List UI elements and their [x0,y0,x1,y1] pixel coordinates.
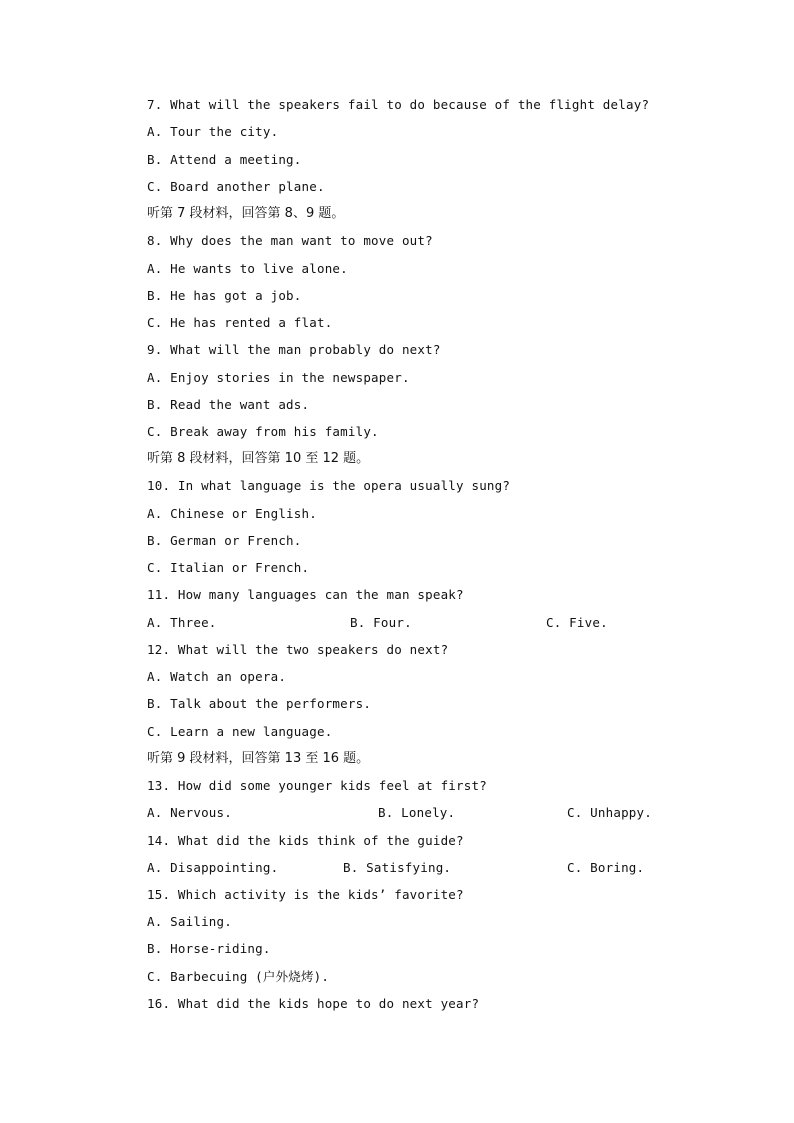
question-10: 10. In what language is the opera usually sung? [147,478,511,493]
option-7a: A. Tour the city. [147,124,279,139]
option-13a: A. Nervous. [147,805,232,820]
section-7-instruction: 听第 7 段材料，回答第 8、9 题。 [147,206,345,221]
option-9c: C. Break away from his family. [147,424,379,439]
option-15b: B. Horse-riding. [147,941,271,956]
option-15c: C. Barbecuing (户外烧烤). [147,969,330,984]
options-13-row [147,805,667,821]
question-12: 12. What will the two speakers do next? [147,642,449,657]
option-12a: A. Watch an opera. [147,669,287,684]
option-12b: B. Talk about the performers. [147,696,372,711]
question-7: 7. What will the speakers fail to do because of the flight delay? [147,97,650,112]
option-7c: C. Board another plane. [147,179,325,194]
section-9-instruction: 听第 9 段材料，回答第 13 至 16 题。 [147,751,370,766]
option-15a: A. Sailing. [147,914,232,929]
option-7b: B. Attend a meeting. [147,152,302,167]
option-8b: B. He has got a job. [147,288,302,303]
question-8: 8. Why does the man want to move out? [147,233,433,248]
option-12c: C. Learn a new language. [147,724,333,739]
option-14a: A. Disappointing. [147,860,279,875]
option-9a: A. Enjoy stories in the newspaper. [147,370,410,385]
question-14: 14. What did the kids think of the guide? [147,833,464,848]
option-10b: B. German or French. [147,533,302,548]
question-13: 13. How did some younger kids feel at first? [147,778,487,793]
question-16: 16. What did the kids hope to do next year? [147,996,480,1011]
question-15: 15. Which activity is the kids’ favorite? [147,887,464,902]
section-8-instruction: 听第 8 段材料，回答第 10 至 12 题。 [147,451,370,466]
option-10c: C. Italian or French. [147,560,310,575]
question-9: 9. What will the man probably do next? [147,342,441,357]
option-11a: A. Three. [147,615,217,630]
option-14c: C. Boring. [567,860,645,875]
question-11: 11. How many languages can the man speak? [147,587,464,602]
options-14-row [147,860,667,876]
option-14b: B. Satisfying. [343,860,452,875]
options-11-row [147,615,667,631]
option-11c: C. Five. [546,615,608,630]
option-9b: B. Read the want ads. [147,397,310,412]
option-11b: B. Four. [350,615,412,630]
option-8c: C. He has rented a flat. [147,315,333,330]
option-13c: C. Unhappy. [567,805,652,820]
option-10a: A. Chinese or English. [147,506,317,521]
option-8a: A. He wants to live alone. [147,261,348,276]
option-13b: B. Lonely. [378,805,456,820]
